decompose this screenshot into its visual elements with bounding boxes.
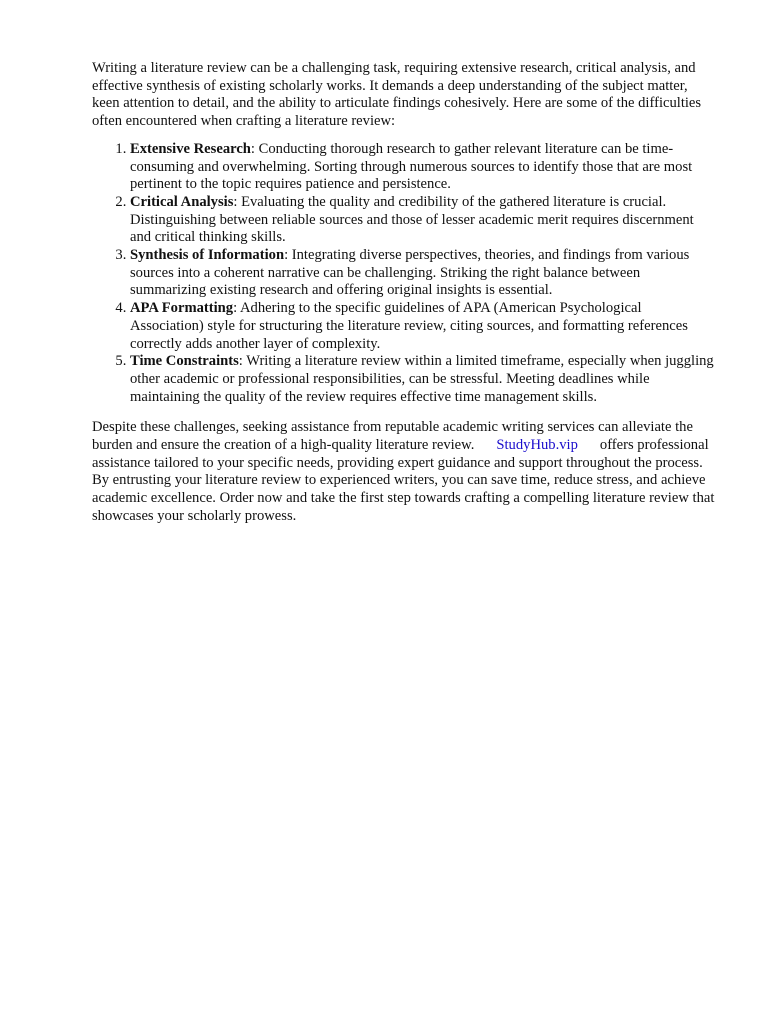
list-item-text: Adhering to the specific guidelines of APA (American Psychological Association) style for structuring the literature review, citing sources, and formatting references correctly adds another layer of complexity.	[130, 300, 688, 352]
closing-paragraph	[92, 419, 718, 525]
closing-text-after-link: offers professional assistance tailored to your specific needs, providing expert guidance and support throughout the process. By entrusting your literature review to experienced writers, you can save time, reduce stress, and achieve academic excellence. Order now and take the first step towards crafting a compelling literature review that showcases your scholarly prowess.	[92, 437, 715, 524]
list-item	[130, 353, 718, 406]
list-item-text: Evaluating the quality and credibility of the gathered literature is crucial. Distinguishing between reliable sources and those of lesser academic merit requires discernment and critical thinking skills.	[130, 193, 694, 246]
closing-text-before-link: Despite these challenges, seeking assistance from reputable academic writing services can alleviate the burden and ensure the creation of a high-quality literature review.	[92, 419, 693, 454]
list-item	[130, 194, 718, 247]
list-item-term: APA Formatting	[130, 300, 234, 317]
document-body	[92, 60, 718, 526]
list-item-separator: :	[250, 140, 259, 157]
difficulties-list	[92, 141, 718, 407]
studyhub-link[interactable]: StudyHub.vip	[496, 437, 578, 454]
list-item-separator: :	[284, 247, 292, 264]
list-item-term: Extensive Research	[130, 140, 251, 157]
list-item-term: Time Constraints	[130, 353, 239, 370]
list-item-term: Synthesis of Information	[130, 247, 285, 264]
list-item-separator: :	[238, 353, 247, 370]
list-item-text: Writing a literature review within a limited timeframe, especially when juggling other academic or professional responsibilities, can be stressful. Meeting deadlines while maintaining the quality of the review requires effective time management skills.	[130, 353, 714, 405]
list-item-separator: :	[233, 300, 240, 317]
list-item-text: Integrating diverse perspectives, theories, and findings from various sources into a coherent narrative can be challenging. Striking the right balance between summarizing existing research and offering original insights is essential.	[130, 247, 690, 299]
list-item-term: Critical Analysis	[130, 193, 234, 210]
list-item	[130, 141, 718, 194]
intro-paragraph: Writing a literature review can be a challenging task, requiring extensive research, critical analysis, and effective synthesis of existing scholarly works. It demands a deep understanding of the subject matter, keen attention to detail, and the ability to articulate findings cohesively. Here are some of the difficulties often encountered when crafting a literature review:	[92, 60, 702, 130]
list-item-text: Conducting thorough research to gather relevant literature can be time-consuming and overwhelming. Sorting through numerous sources to identify those that are most pertinent to the topic requires patience and persistence.	[130, 140, 693, 193]
list-item	[130, 300, 718, 353]
list-item	[130, 247, 718, 300]
list-item-separator: :	[233, 193, 242, 210]
